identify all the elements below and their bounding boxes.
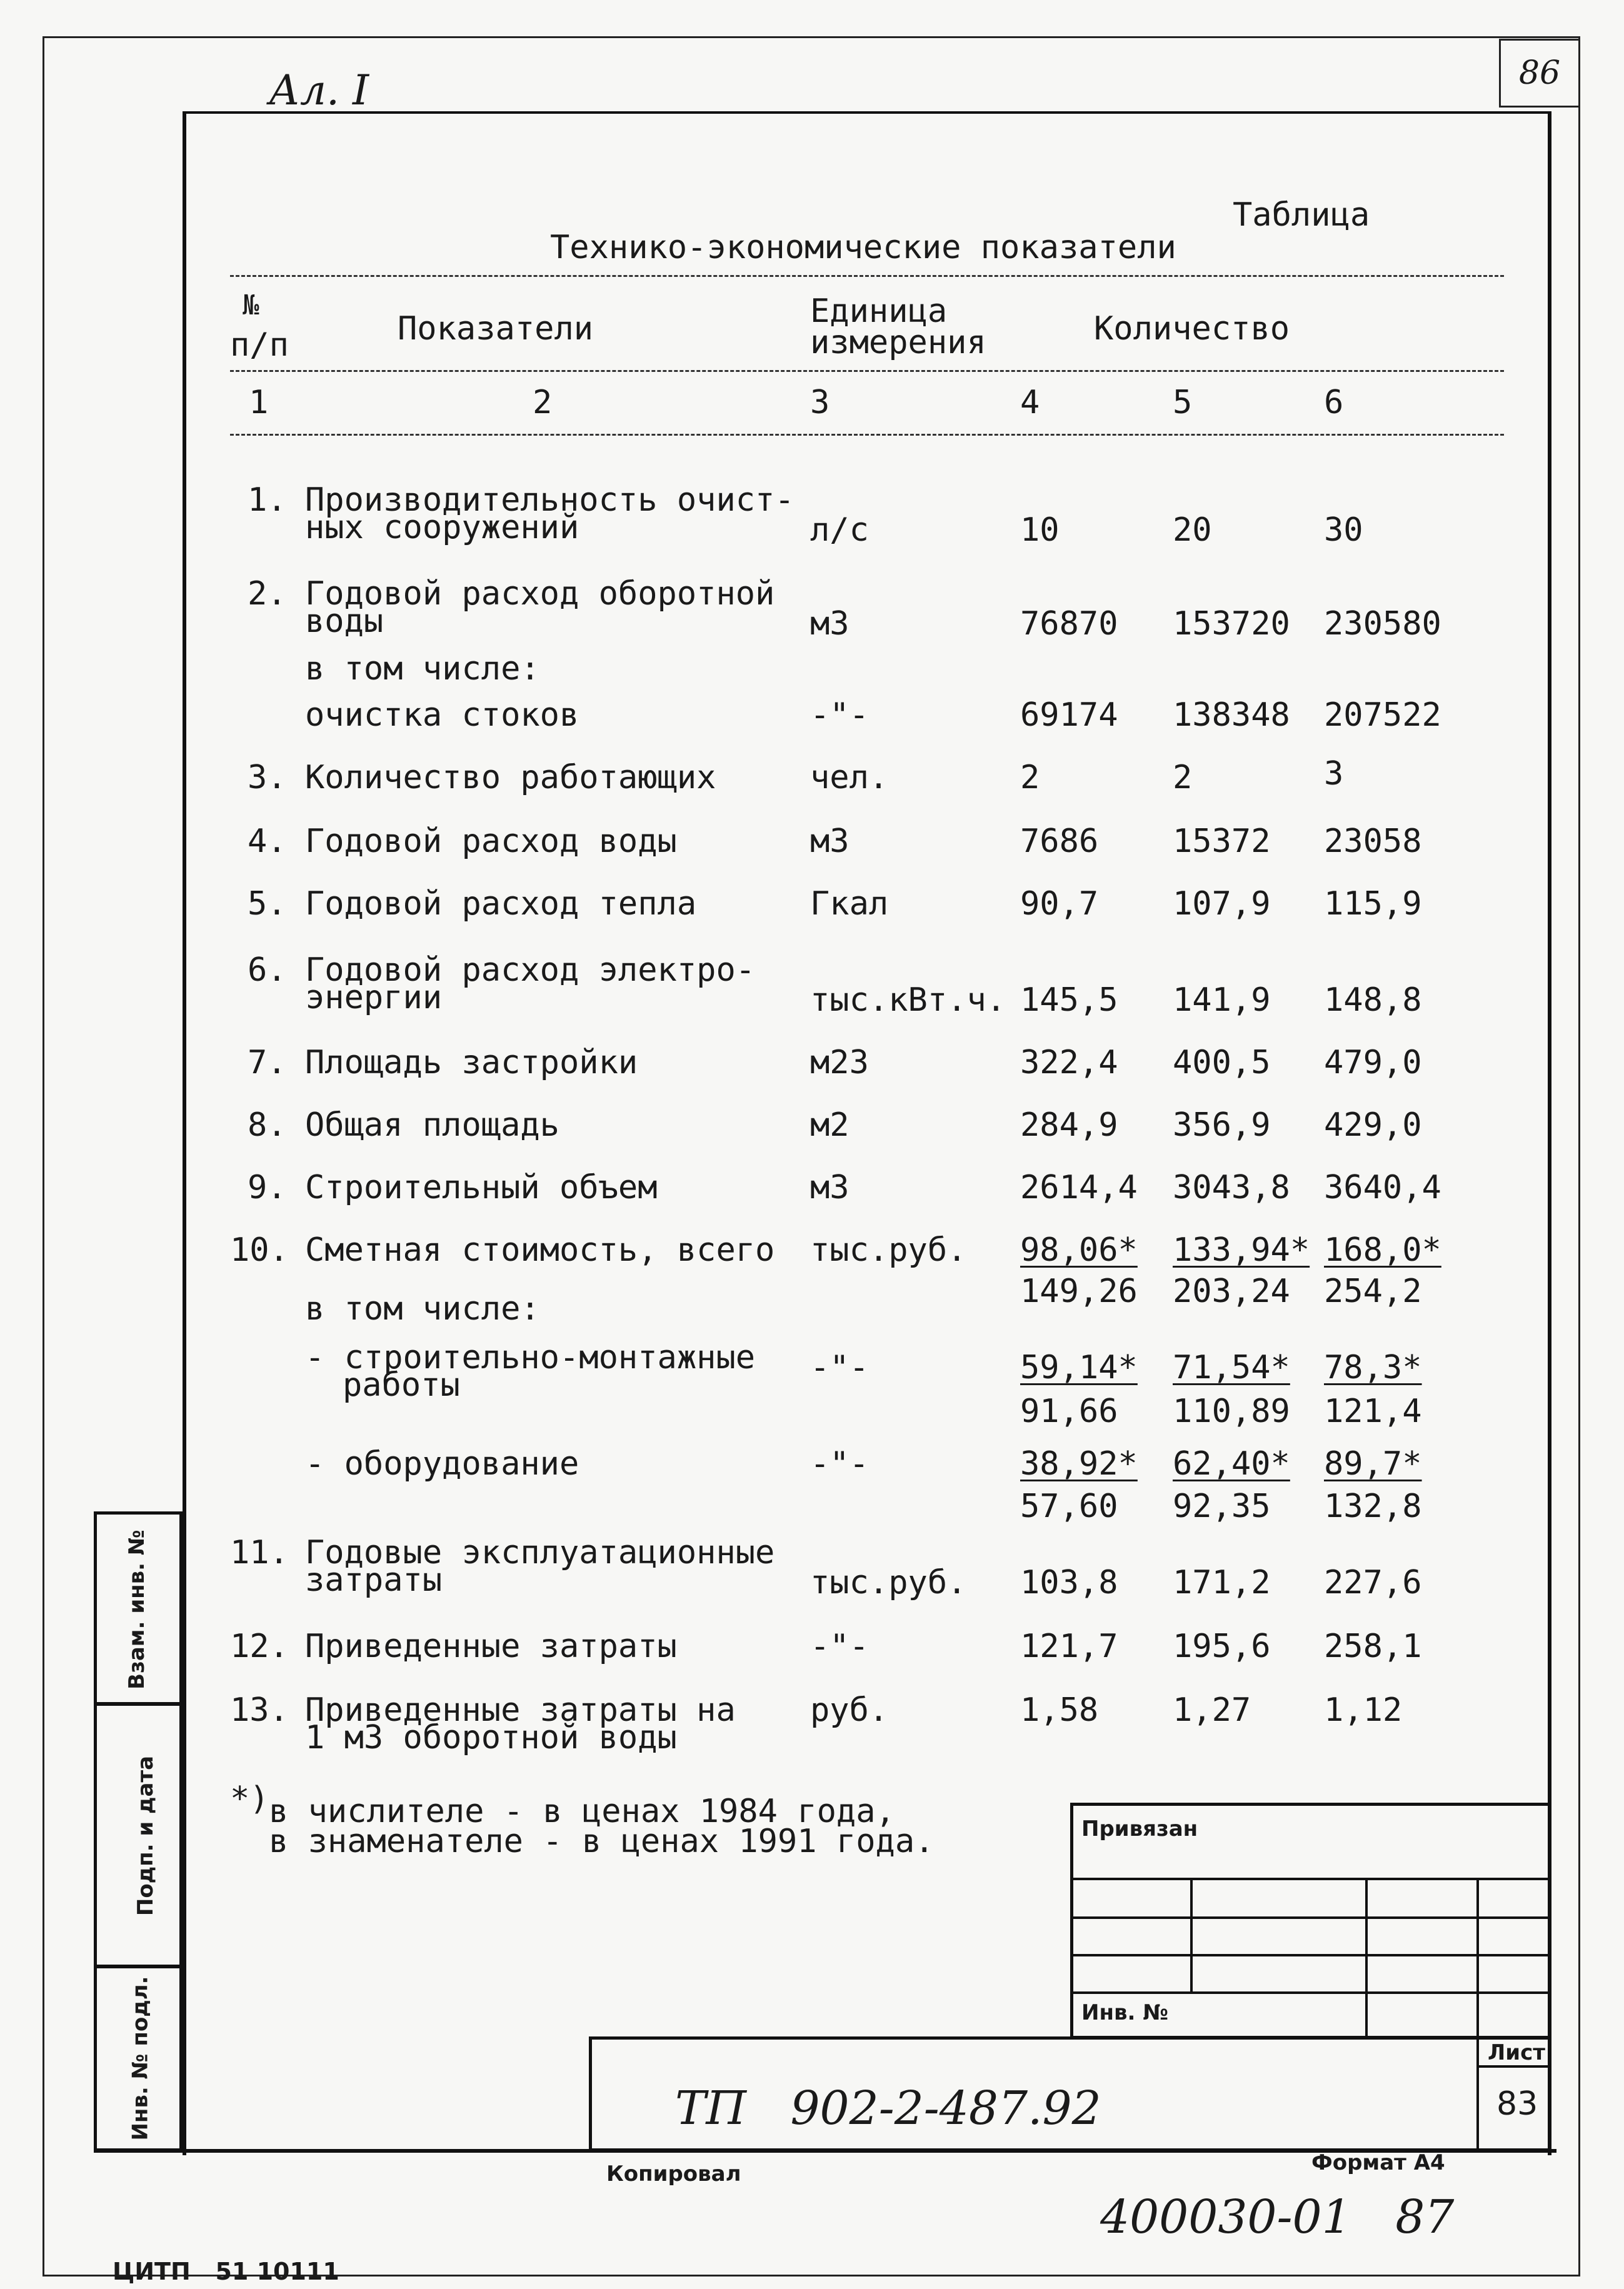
row-label: - оборудование — [305, 1445, 579, 1483]
row-value-6: 1,12 — [1324, 1691, 1403, 1729]
row-value-4: 76870 — [1020, 605, 1118, 643]
col-unit-header-l1: Единица — [810, 293, 948, 330]
sheet-number: 83 — [1496, 2085, 1538, 2123]
row-label: - строительно-монтажные — [305, 1339, 756, 1376]
sheet-label: Лист — [1488, 2040, 1545, 2065]
row-unit: м3 — [810, 823, 850, 860]
row-label: Приведенные затраты на — [305, 1691, 736, 1729]
row-unit: -"- — [810, 1349, 869, 1386]
row-value-6: 115,9 — [1324, 885, 1422, 923]
col-number-1: 1 — [249, 384, 269, 421]
col-quantity-header: Количество — [1094, 310, 1290, 348]
row-unit: чел. — [810, 759, 889, 796]
row-value-4-numerator: 98,06* — [1020, 1231, 1138, 1269]
row-unit: Гкал — [810, 885, 889, 923]
table-caption: Таблица — [1233, 196, 1370, 234]
row-unit: -"- — [810, 1628, 869, 1665]
row-label-cont: затраты — [305, 1561, 443, 1599]
footnote-line-2: в знаменателе - в ценах 1991 года. — [269, 1823, 935, 1860]
row-value-4: 69174 — [1020, 696, 1118, 734]
row-value-6-denominator: 254,2 — [1324, 1273, 1422, 1310]
document-designation: ТП 902-2-487.92 — [675, 2081, 1101, 2135]
col-number-2: 2 — [533, 384, 553, 421]
row-value-4: 10 — [1020, 511, 1060, 549]
linked-rule-4 — [1070, 1991, 1551, 1994]
copied-label: Копировал — [606, 2161, 741, 2186]
row-value-6: 230580 — [1324, 605, 1441, 643]
stamp-replaced-inv — [94, 1511, 183, 1705]
row-value-6: 3640,4 — [1324, 1169, 1441, 1206]
row-label: в том числе: — [305, 1290, 540, 1328]
row-value-6: 479,0 — [1324, 1044, 1422, 1081]
stamp-sign-date — [94, 1703, 183, 1968]
footnote-mark: *) — [230, 1780, 269, 1818]
row-unit: -"- — [810, 696, 869, 734]
row-value-5: 195,6 — [1173, 1628, 1271, 1665]
stamp-label-inv-orig: Инв. № подл. — [128, 1976, 153, 2141]
header-bottom-rule — [230, 434, 1504, 436]
linked-rule-1 — [1070, 1878, 1551, 1880]
row-value-4: 284,9 — [1020, 1106, 1118, 1144]
row-value-6: 429,0 — [1324, 1106, 1422, 1144]
linked-divider-2 — [1365, 1878, 1368, 2039]
row-value-5-denominator: 110,89 — [1173, 1393, 1290, 1430]
row-label: Количество работающих — [305, 759, 716, 796]
col-unit-header-l2: измерения — [810, 324, 986, 361]
linked-rule-2 — [1070, 1916, 1551, 1919]
header-top-rule — [230, 275, 1504, 277]
row-value-6: 148,8 — [1324, 981, 1422, 1019]
row-value-5: 107,9 — [1173, 885, 1271, 923]
row-value-4-denominator: 57,60 — [1020, 1488, 1118, 1525]
row-label: Годовой расход оборотной — [305, 575, 775, 613]
row-value-5-numerator: 133,94* — [1173, 1231, 1310, 1269]
row-unit: м2 — [810, 1106, 850, 1144]
row-label: очистка стоков — [305, 696, 579, 734]
row-value-6-numerator: 89,7* — [1324, 1445, 1422, 1483]
row-value-6: 30 — [1324, 511, 1363, 549]
row-label: Строительный объем — [305, 1169, 658, 1206]
row-value-5: 356,9 — [1173, 1106, 1271, 1144]
handwritten-header: Ал. I — [269, 66, 369, 114]
row-label: Приведенные затраты — [305, 1628, 677, 1665]
linked-divider-1 — [1190, 1878, 1193, 1993]
row-unit: м3 — [810, 1169, 850, 1206]
row-label: Общая площадь — [305, 1106, 559, 1144]
format-label: Формат А4 — [1311, 2150, 1445, 2175]
col-num-l1: № — [243, 289, 259, 321]
row-value-4: 2 — [1020, 759, 1040, 796]
row-value-5: 171,2 — [1173, 1564, 1271, 1601]
row-num: 10. — [230, 1231, 289, 1269]
row-value-5-numerator: 62,40* — [1173, 1445, 1290, 1483]
row-num: 9. — [248, 1169, 287, 1206]
row-unit: руб. — [810, 1691, 889, 1729]
row-value-6: 207522 — [1324, 696, 1441, 734]
row-value-4-numerator: 38,92* — [1020, 1445, 1138, 1483]
row-num: 13. — [230, 1691, 289, 1729]
row-num: 8. — [248, 1106, 287, 1144]
row-unit: тыс.руб. — [810, 1231, 967, 1269]
row-unit: м3 — [810, 605, 850, 643]
row-num: 6. — [248, 951, 287, 989]
row-unit: тыс.руб. — [810, 1564, 967, 1601]
row-num: 1. — [248, 481, 287, 519]
row-value-4-denominator: 91,66 — [1020, 1393, 1118, 1430]
row-value-5: 400,5 — [1173, 1044, 1271, 1081]
row-label: Площадь застройки — [305, 1044, 638, 1081]
row-label: Годовой расход воды — [305, 823, 677, 860]
row-value-5: 1,27 — [1173, 1691, 1251, 1729]
linked-rule-3 — [1070, 1954, 1551, 1956]
row-value-6-denominator: 132,8 — [1324, 1488, 1422, 1525]
row-value-4-denominator: 149,26 — [1020, 1273, 1138, 1310]
row-label-cont: ных сооружений — [305, 509, 579, 546]
row-value-5: 2 — [1173, 759, 1193, 796]
col-num-l2: п/п — [230, 326, 289, 364]
page-corner-number: 86 — [1499, 39, 1580, 108]
row-value-4: 322,4 — [1020, 1044, 1118, 1081]
row-value-6-denominator: 121,4 — [1324, 1393, 1422, 1430]
col-indicator-header: Показатели — [398, 310, 594, 348]
row-value-6-numerator: 168,0* — [1324, 1231, 1441, 1269]
row-value-6: 227,6 — [1324, 1564, 1422, 1601]
row-label: в том числе: — [305, 650, 540, 688]
row-value-4: 7686 — [1020, 823, 1099, 860]
row-unit: л/с — [810, 511, 869, 549]
row-value-5: 15372 — [1173, 823, 1271, 860]
row-unit: -"- — [810, 1445, 869, 1483]
row-value-4: 1,58 — [1020, 1691, 1099, 1729]
stamp-label-sign-date: Подп. и дата — [133, 1755, 159, 1916]
col-number-6: 6 — [1324, 384, 1344, 421]
row-value-6: 3 — [1324, 755, 1344, 793]
row-label: Производительность очист- — [305, 481, 794, 519]
row-value-5-denominator: 92,35 — [1173, 1488, 1271, 1525]
row-num: 7. — [248, 1044, 287, 1081]
sheet-label-rule — [1476, 2065, 1551, 2068]
row-value-5: 153720 — [1173, 605, 1290, 643]
row-num: 3. — [248, 759, 287, 796]
row-value-5-denominator: 203,24 — [1173, 1273, 1290, 1310]
footnote-line-1: в числителе - в ценах 1984 года, — [269, 1793, 895, 1830]
row-value-6-numerator: 78,3* — [1324, 1349, 1422, 1386]
col-number-4: 4 — [1020, 384, 1040, 421]
printer-mark: ЦИТП 51 10111 — [113, 2258, 339, 2285]
linked-label: Привязан — [1081, 1816, 1198, 1841]
row-value-4: 145,5 — [1020, 981, 1118, 1019]
row-label-cont: 1 м3 оборотной воды — [305, 1719, 677, 1756]
row-label: Годовой расход тепла — [305, 885, 697, 923]
stamp-inv-orig — [94, 1965, 183, 2151]
row-label: Годовые эксплуатационные — [305, 1534, 775, 1571]
linked-divider-3 — [1476, 1878, 1479, 2039]
row-label: Сметная стоимость, всего — [305, 1231, 775, 1269]
header-mid-rule — [230, 370, 1504, 372]
row-num: 2. — [248, 575, 287, 613]
row-label-cont: воды — [305, 603, 384, 640]
row-unit: м23 — [810, 1044, 869, 1081]
row-value-6: 23058 — [1324, 823, 1422, 860]
row-value-5: 138348 — [1173, 696, 1290, 734]
row-value-4: 121,7 — [1020, 1628, 1118, 1665]
row-label-cont: энергии — [305, 979, 443, 1016]
row-value-5: 20 — [1173, 511, 1212, 549]
row-num: 5. — [248, 885, 287, 923]
row-unit: тыс.кВт.ч. — [810, 981, 1006, 1019]
row-value-4: 103,8 — [1020, 1564, 1118, 1601]
row-value-4: 2614,4 — [1020, 1169, 1138, 1206]
row-value-5: 141,9 — [1173, 981, 1271, 1019]
row-value-6: 258,1 — [1324, 1628, 1422, 1665]
col-number-3: 3 — [810, 384, 830, 421]
row-label: Годовой расход электро- — [305, 951, 756, 989]
stamp-label-replaced-inv: Взам. инв. № — [124, 1530, 149, 1690]
sheet-divider — [1476, 2036, 1479, 2151]
row-num: 4. — [248, 823, 287, 860]
handwritten-footer: 400030-01 87 — [1100, 2190, 1455, 2244]
row-value-4: 90,7 — [1020, 885, 1099, 923]
table-title: Технико-экономические показатели — [550, 229, 1176, 266]
row-label-cont: работы — [343, 1366, 460, 1404]
row-value-4-numerator: 59,14* — [1020, 1349, 1138, 1386]
col-number-5: 5 — [1173, 384, 1193, 421]
row-num: 11. — [230, 1534, 289, 1571]
row-value-5: 3043,8 — [1173, 1169, 1290, 1206]
row-num: 12. — [230, 1628, 289, 1665]
row-value-5-numerator: 71,54* — [1173, 1349, 1290, 1386]
inv-no-label: Инв. № — [1081, 2000, 1169, 2025]
